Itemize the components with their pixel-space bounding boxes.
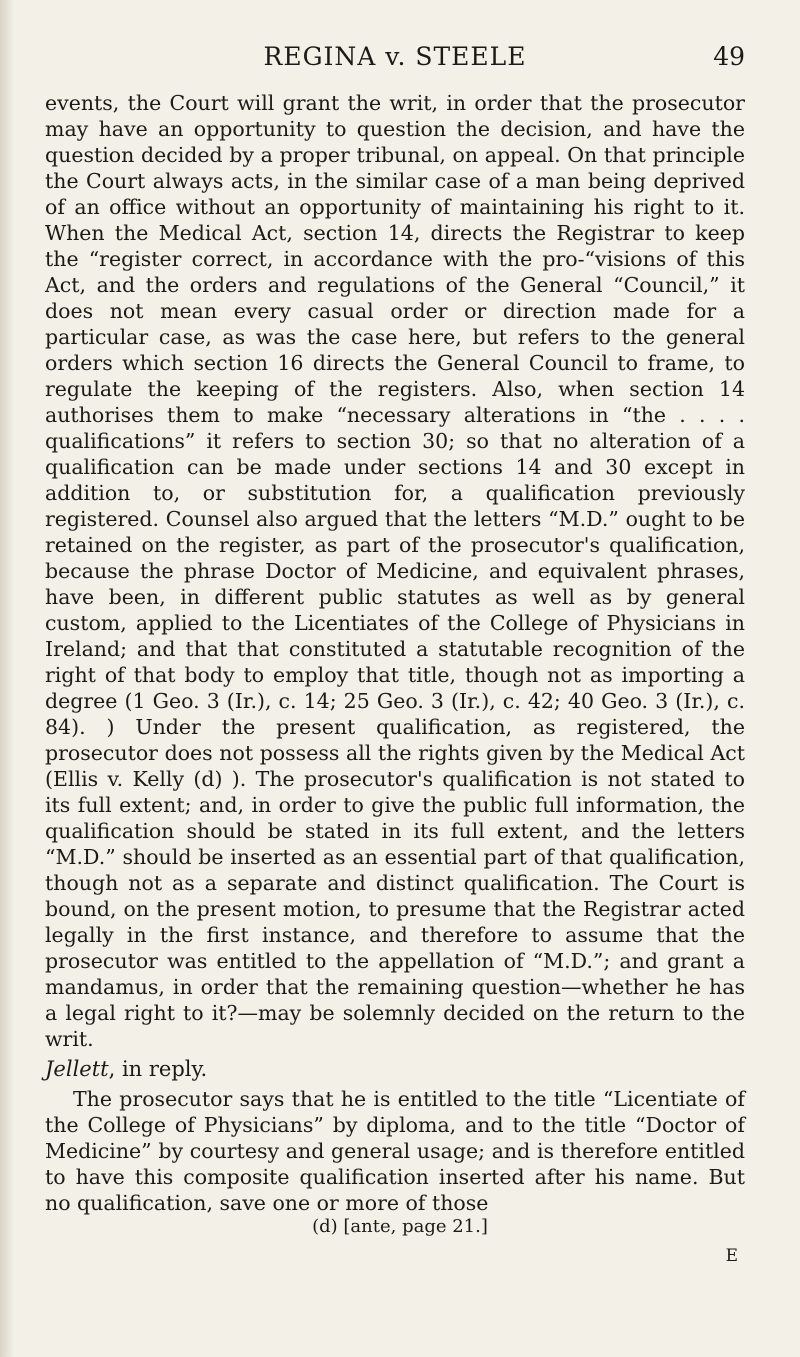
page-number: 49	[713, 42, 745, 71]
footnote: (d) [ante, page 21.]	[312, 1216, 488, 1237]
argument-paragraph: events, the Court will grant the writ, in order that the prosecutor may have an opportunity to question the decision, and have the question decided by a proper tribunal, on appeal. On that principle the Court always acts, in the similar case of a man being deprived of an office without an opportunity of maintaining his right to it. When the Medical Act, section 14, directs the Registrar to keep the “register correct, in accordance with the pro-“visions of this Act, and the orders and regulations of the General “Council,” it does not mean every casual order or direction made for a particular case, as was the case here, but refers to the general orders which section 16 directs the General Council to frame, to regulate the keeping of the registers. Also, when section 14 authorises them to make “necessary alterations in “the . . . . qualifications” it refers to section 30; so that no alteration of a qualification can be made under sections 14 and 30 except in addition to, or substitution for, a qualification previously registered. Counsel also argued that the letters “M.D.” ought to be retained on the register, as part of the prosecutor's qualification, because the phrase Doctor of Medicine, and equivalent phrases, have been, in different public statutes as well as by general custom, applied to the Licentiates of the College of Physicians in Ireland; and that that constituted a statutable recognition of the right of that body to employ that title, though not as importing a degree (1 Geo. 3 (Ir.), c. 14; 25 Geo. 3 (Ir.), c. 42; 40 Geo. 3 (Ir.), c. 84). ) Under the present qualification, as registered, the prosecutor does not possess all the rights given by the Medical Act (Ellis v. Kelly (d) ). The prosecutor's qualification is not stated to its full extent; and, in order to give the public full information, the qualification should be stated in its full extent, and the letters “M.D.” should be inserted as an essential part of that qualification, though not as a separate and distinct qualification. The Court is bound, on the present motion, to presume that the Registrar acted legally in the first instance, and therefore to assume that the prosecutor was entitled to the appellation of “M.D.”; and grant a mandamus, in order that the remaining question—whether he has a legal right to it?—may be solemnly decided on the return to the writ.	[45, 91, 745, 1051]
case-title: REGINA v. STEELE	[263, 42, 527, 71]
reply-paragraph: The prosecutor says that he is entitled to the title “Licentiate of the College of Physicians” by diploma, and to the title “Doctor of Medicine” by courtesy and general usage; and is therefore entitled to have this composite qualification inserted after his name. But no qualification, save one or more of those	[45, 1087, 745, 1215]
running-header	[45, 38, 745, 78]
reply-suffix: , in reply.	[108, 1057, 208, 1081]
reply-heading	[45, 1057, 207, 1081]
main-argument-text	[45, 90, 745, 1052]
page-binding-edge	[0, 0, 14, 1357]
counsel-name: Jellett	[45, 1057, 109, 1081]
signature-mark: E	[725, 1246, 738, 1266]
